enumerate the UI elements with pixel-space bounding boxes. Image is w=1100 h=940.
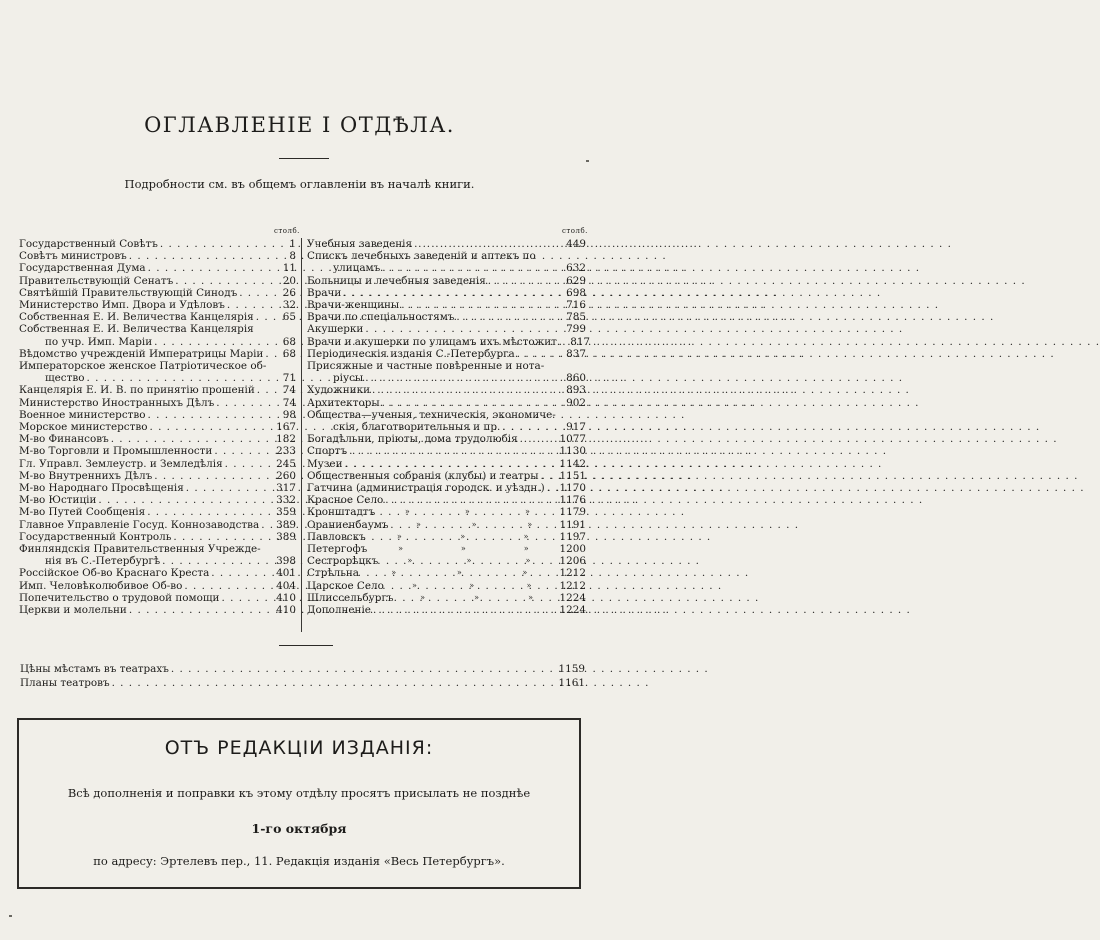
toc-entry [19, 299, 296, 311]
toc-entry [19, 506, 296, 518]
toc-entry [19, 348, 296, 360]
ditto-mark: » [525, 507, 530, 517]
toc-entry-title: Присяжные и частные повѣренные и нота- [307, 360, 545, 373]
toc-entry-title: М-во Финансовъ [19, 433, 109, 446]
dot-leader [372, 384, 564, 396]
ditto-mark: » [471, 519, 477, 529]
dot-leader [562, 336, 568, 348]
dot-leader [221, 592, 274, 604]
toc-entry [307, 323, 586, 335]
toc-entry-page: 1161 [558, 676, 585, 689]
toc-entry-page: 68 [282, 335, 296, 348]
ditto-mark: » [415, 519, 421, 529]
ditto-mark: » [412, 580, 417, 590]
toc-entry-title: Дополненiе [307, 604, 371, 617]
toc-entry [307, 506, 586, 518]
toc-entry-page: 449 [566, 238, 586, 250]
dot-leader [343, 287, 564, 299]
dot-leader [261, 519, 274, 531]
toc-entry-title: Музеи [307, 457, 343, 470]
column-label-left: столб. [274, 227, 300, 235]
toc-entry-title: Финляндскiя Правительственныя Учрежде- [19, 543, 261, 556]
toc-entry-page: 167 [276, 421, 296, 434]
toc-bottom-list [20, 663, 585, 690]
toc-entry [19, 519, 296, 531]
toc-entry-title: Военное министерство [19, 408, 146, 421]
toc-entry [307, 409, 586, 421]
ditto-mark: » [396, 531, 402, 541]
toc-entry-title: М-во Внутреннихъ Дѣлъ [19, 469, 153, 482]
dot-leader [154, 470, 274, 482]
toc-entry-page: 1170 [559, 482, 586, 495]
ditto-mark: » [460, 531, 466, 541]
toc-entry-title: Больницы и лечебныя заведенiя [307, 274, 486, 287]
toc-left-column [19, 238, 296, 616]
dot-leader [502, 421, 564, 433]
dot-leader [225, 458, 275, 470]
dot-leader [171, 663, 557, 677]
dot-leader [148, 409, 277, 421]
toc-entry-page: 404 [276, 579, 296, 592]
toc-entry [19, 580, 296, 592]
dot-leader [173, 531, 274, 543]
ditto-mark: » [522, 568, 528, 578]
toc-entry [307, 335, 591, 348]
ditto-mark: » [464, 507, 470, 517]
ditto-mark: » [456, 568, 462, 578]
toc-entry [19, 470, 296, 482]
toc-entry [307, 519, 586, 531]
toc-entry-title: Ораниенбаумъ [307, 518, 389, 531]
dot-leader [386, 580, 558, 592]
dot-leader [98, 494, 274, 506]
toc-entry [20, 663, 585, 677]
toc-entry-page: 817 [570, 335, 591, 348]
dot-leader [162, 555, 274, 567]
toc-entry [307, 433, 586, 445]
dot-leader [401, 299, 564, 311]
ditto-mark: » [404, 507, 410, 517]
toc-entry-title: Врачи по спецiальностямъ [307, 311, 455, 324]
toc-entry-page: 245 [276, 457, 296, 470]
toc-entry [19, 604, 296, 616]
toc-entry [19, 384, 296, 396]
toc-entry-title: Шлиссельбургъ [307, 591, 394, 604]
dot-leader [365, 323, 564, 335]
ditto-mark: » [523, 544, 529, 554]
toc-entry [19, 360, 296, 372]
toc-entry-page: 71 [282, 372, 296, 385]
toc-entry-title: Врачи [307, 286, 342, 299]
toc-entry-title: М-во Торговли и Промышленности [19, 445, 213, 458]
ditto-mark: » [407, 556, 413, 566]
toc-entry-title: Имп. Человѣколюбивое Об-во [19, 579, 183, 592]
ditto-mark: » [460, 544, 466, 554]
dot-leader [184, 580, 274, 592]
toc-entry-title: Кронштадтъ [307, 506, 376, 519]
dot-leader [369, 543, 557, 555]
toc-entry [19, 336, 296, 348]
toc-entry-page: 1130 [559, 445, 586, 458]
toc-entry [307, 458, 586, 470]
ditto-mark: » [526, 580, 532, 590]
ditto-mark: » [528, 592, 533, 602]
dot-leader [111, 433, 274, 445]
toc-entry-title: Планы театровъ [20, 676, 110, 689]
dot-leader [391, 519, 558, 531]
toc-entry [307, 555, 586, 567]
toc-entry-page: 68 [282, 347, 296, 360]
toc-entry-page: 799 [566, 323, 586, 336]
toc-entry [307, 604, 586, 616]
column-label-right: столб. [562, 227, 588, 235]
toc-entry [307, 421, 586, 433]
toc-entry [307, 397, 586, 409]
toc-entry-title: Архитекторы [307, 396, 380, 409]
toc-entry [307, 482, 586, 494]
dot-leader [148, 262, 276, 274]
toc-entry-title: Государственный Контроль [19, 530, 172, 543]
toc-entry-page: 1142 [559, 457, 586, 470]
toc-entry-title: Министерство Иностранныхъ Дѣлъ [19, 396, 215, 409]
dot-leader [257, 384, 276, 396]
toc-entry-title: Вѣдомство учрежденiй Императрицы Марiи [19, 347, 264, 360]
toc-entry-page: 26 [282, 286, 296, 299]
toc-entry [307, 348, 586, 360]
toc-entry-page: 32 [282, 299, 296, 312]
toc-entry-page: 902 [566, 396, 586, 409]
toc-entry-page: 20 [282, 274, 296, 287]
toc-entry [19, 543, 296, 555]
toc-entry-page: 629 [566, 274, 586, 287]
toc-entry-title: Сестрорѣцкъ [307, 555, 379, 568]
toc-entry-page: 1176 [559, 494, 586, 507]
toc-entry [307, 543, 586, 555]
toc-entry-page: 1212 [559, 579, 586, 592]
toc-entry-title: Красное Село [307, 494, 384, 507]
toc-entry [307, 494, 586, 506]
toc-entry-title: Совѣтъ министровъ [19, 250, 127, 263]
toc-entry [20, 677, 585, 691]
toc-entry-title: Главное Управленiе Госуд. Коннозаводства [19, 518, 260, 531]
toc-entry [307, 311, 586, 323]
toc-entry-title: скiя, благотворительныя и пр. [333, 421, 501, 434]
ditto-mark: » [466, 556, 472, 566]
toc-entry-page: 1191 [559, 518, 586, 531]
toc-entry-page: 11 [282, 262, 296, 275]
dot-leader [129, 604, 274, 616]
toc-entry [307, 592, 586, 604]
toc-entry-title: Акушерки [307, 323, 364, 336]
print-speck [586, 160, 589, 162]
toc-entry-page: 1206 [559, 555, 586, 568]
toc-entry-title: Павловскъ [307, 530, 366, 543]
toc-entry [307, 299, 586, 311]
dot-leader [239, 287, 276, 299]
toc-entry-page: 860 [566, 372, 586, 385]
toc-entry [307, 567, 586, 579]
ditto-mark: » [469, 580, 475, 590]
toc-entry [19, 250, 296, 262]
dot-leader [541, 470, 558, 482]
toc-right-column [307, 238, 591, 617]
dot-leader [129, 250, 276, 262]
toc-entry [307, 531, 586, 543]
toc-entry [19, 238, 296, 250]
toc-entry-title: Врачи и акушерки по улицамъ ихъ мѣстожит. [307, 335, 561, 348]
toc-entry-page: 98 [282, 408, 296, 421]
notice-address: по адресу: Эртелевъ пер., 11. Редакцiя изданiя «Весь Петербургъ». [93, 854, 505, 868]
toc-entry [19, 323, 296, 335]
toc-entry-page: 389 [276, 530, 296, 543]
toc-entry-title: Государственная Дума [19, 262, 146, 275]
toc-entry [19, 555, 296, 567]
section-rule [279, 645, 333, 646]
toc-entry [307, 275, 586, 287]
toc-entry [19, 482, 296, 494]
toc-entry-title: рiусы [333, 372, 364, 385]
toc-entry-title: Богадѣльни, прiюты, дома трудолюбiя [307, 433, 518, 446]
toc-entry-page: 74 [282, 384, 296, 397]
dot-leader [382, 262, 564, 274]
toc-entry-title: щество [45, 372, 85, 385]
toc-entry-title: Учебныя заведенiя [307, 238, 413, 250]
toc-entry-page: 74 [282, 396, 296, 409]
dot-leader [256, 311, 276, 323]
toc-entry-title: Правительствующiй Сенатъ [19, 274, 174, 287]
toc-entry-page: 182 [276, 433, 296, 446]
toc-entry-title: Петергофъ [307, 543, 368, 556]
toc-entry-title: улицамъ [333, 262, 381, 275]
toc-entry-page: 359 [276, 506, 296, 519]
toc-entry-page: 716 [566, 299, 586, 312]
toc-entry [19, 567, 296, 579]
toc-entry [19, 262, 296, 274]
ditto-mark: » [420, 592, 425, 602]
notice-body: Всѣ дополненiя и поправки къ этому отдѣлу просятъ присылать не позднѣе [67, 786, 531, 800]
ditto-mark: » [398, 544, 404, 554]
toc-entry-page: 837 [566, 347, 586, 360]
toc-entry-title: Стрѣльна [307, 567, 359, 580]
toc-entry-page: 1224 [559, 604, 586, 617]
toc-entry-title: Святѣйшiй Правительствующiй Синодъ [19, 286, 238, 299]
toc-entry-title: Попечительство о трудовой помощи [19, 591, 220, 604]
toc-entry-page: 698 [566, 286, 586, 299]
toc-entry-title: Цѣны мѣстамъ въ театрахъ [20, 663, 169, 675]
toc-entry-page: 1197 [559, 530, 586, 543]
dot-leader [216, 397, 276, 409]
dot-leader [414, 238, 564, 250]
dot-leader [175, 275, 276, 287]
toc-entry-title: Собственная Е. И. Величества Канцелярiя [19, 311, 254, 324]
dot-leader [86, 372, 276, 384]
toc-entry [19, 531, 296, 543]
editorial-notice-box [17, 718, 581, 889]
dot-leader [488, 275, 564, 287]
toc-entry-title: Россiйское Об-во Краснаго Креста [19, 567, 210, 580]
dot-leader [265, 348, 276, 360]
toc-entry-title: Царское Село [307, 579, 384, 592]
toc-entry-page: 893 [566, 384, 586, 397]
toc-entry-title: по учр. Имп. Марiи [45, 335, 153, 348]
toc-entry [307, 238, 586, 250]
notice-title: ОТЪ РЕДАКЦIИ ИЗДАНIЯ: [164, 737, 434, 759]
toc-entry [19, 433, 296, 445]
column-divider [301, 238, 302, 632]
toc-entry [19, 494, 296, 506]
dot-leader [385, 494, 557, 506]
toc-entry-title: Государственный Совѣтъ [19, 238, 158, 250]
toc-entry-title: Собственная Е. И. Величества Канцелярiя [19, 323, 254, 336]
toc-entry [307, 470, 586, 482]
dot-leader [365, 372, 564, 384]
page-title: ОГЛАВЛЕНIЕ I ОТДѢЛА. [144, 113, 455, 137]
toc-entry [19, 421, 296, 433]
ditto-mark: » [474, 592, 479, 602]
toc-entry-title: М-во Путей Сообщенiя [19, 506, 146, 519]
toc-entry-title: М-во Юстицiи [19, 494, 97, 507]
toc-entry-title: Гл. Управл. Землеустр. и Земледѣлiя [19, 457, 223, 470]
toc-entry-page: 1077 [559, 433, 586, 446]
toc-entry [19, 397, 296, 409]
toc-entry-page: 401 [276, 567, 296, 580]
toc-entry-title: Врачи-женщины [307, 299, 400, 312]
toc-entry-title: Министерство Имп. Двора и Удѣловъ [19, 299, 225, 312]
toc-entry-title: Канцелярiя Е. И. В. по принятiю прошенiй [19, 384, 255, 397]
dot-leader [380, 555, 557, 567]
dot-leader [147, 506, 274, 518]
toc-entry-page: 8 [289, 250, 296, 263]
ditto-mark: » [523, 531, 529, 541]
toc-entry [307, 372, 586, 384]
dot-leader [382, 397, 565, 409]
toc-entry-title: нiя въ С.-Петербургѣ [45, 555, 161, 568]
toc-entry-title: Церкви и молельни [19, 604, 127, 617]
toc-entry [19, 458, 296, 470]
toc-entry-page: 1224 [559, 591, 586, 604]
toc-entry-title: Спискъ лечебныхъ заведенiй и аптекъ по [307, 250, 536, 263]
ditto-mark: » [525, 556, 531, 566]
toc-entry [307, 384, 586, 396]
dot-leader [377, 506, 557, 518]
toc-entry-title: Императорское женское Патрiотическое об- [19, 360, 267, 373]
toc-entry [307, 262, 586, 274]
toc-entry-page: 398 [276, 555, 296, 568]
dot-leader [349, 445, 557, 457]
dot-leader [373, 604, 558, 616]
toc-entry-page: 332 [276, 494, 296, 507]
toc-entry [307, 580, 586, 592]
toc-entry-page: 785 [566, 311, 586, 324]
toc-entry [19, 311, 296, 323]
toc-entry-page: 1212 [559, 567, 586, 580]
dot-leader [149, 421, 274, 433]
toc-entry-title: Гатчина (администрацiя городск. и уѣздн.) [307, 482, 545, 495]
dot-leader [368, 531, 558, 543]
toc-entry-title: Художники [307, 384, 370, 397]
toc-entry-page: 260 [276, 469, 296, 482]
dot-leader [186, 482, 274, 494]
toc-entry [307, 250, 586, 262]
dot-leader [396, 592, 558, 604]
toc-entry-title: Морское министерство [19, 421, 148, 434]
toc-entry [19, 592, 296, 604]
toc-entry-title: Общества—ученыя, техническiя, экономиче- [307, 408, 556, 421]
toc-entry [307, 287, 586, 299]
toc-entry-page: 1159 [558, 663, 585, 675]
toc-entry [19, 275, 296, 287]
ditto-mark: » [527, 519, 533, 529]
dot-leader [112, 677, 557, 691]
toc-entry [19, 445, 296, 457]
ditto-mark: » [391, 568, 397, 578]
toc-entry-title: Общественныя собранiя (клубы) и театры [307, 469, 539, 482]
toc-entry-page: 917 [566, 421, 586, 434]
dot-leader [517, 348, 564, 360]
notice-date: 1-го октября [251, 821, 347, 836]
toc-entry-page: 632 [566, 262, 586, 275]
toc-entry-page: 1 [289, 238, 296, 250]
dot-leader [547, 482, 558, 494]
dot-leader [227, 299, 276, 311]
dot-leader [456, 311, 564, 323]
toc-entry-page: 65 [282, 311, 296, 324]
toc-entry-page: 317 [276, 482, 296, 495]
toc-entry [307, 445, 586, 457]
dot-leader [214, 445, 274, 457]
toc-entry [19, 287, 296, 299]
title-rule [279, 158, 329, 159]
dot-leader [520, 433, 558, 445]
toc-entry-page: 410 [276, 591, 296, 604]
page-subtitle: Подробности см. въ общемъ оглавленiи въ началѣ книги. [124, 177, 475, 191]
toc-entry-title: М-во Народнаго Просвѣщенiя [19, 482, 184, 495]
dot-leader [345, 458, 558, 470]
toc-entry-page: 1151 [559, 469, 586, 482]
toc-entry [307, 360, 586, 372]
toc-entry [19, 372, 296, 384]
toc-entry-page: 233 [276, 445, 296, 458]
toc-entry-title: Перiодическiя изданiя С.-Петербурга [307, 347, 515, 360]
dot-leader [211, 567, 274, 579]
dot-leader [154, 336, 276, 348]
toc-entry-page: 410 [276, 604, 296, 617]
print-speck [9, 915, 12, 917]
toc-entry [19, 409, 296, 421]
toc-entry-page: 1200 [559, 543, 586, 556]
toc-entry-page: 1179 [559, 506, 586, 519]
toc-entry-page: 389 [276, 518, 296, 531]
toc-entry-title: Спортъ [307, 445, 348, 458]
dot-leader [160, 238, 276, 250]
dot-leader [361, 567, 558, 579]
